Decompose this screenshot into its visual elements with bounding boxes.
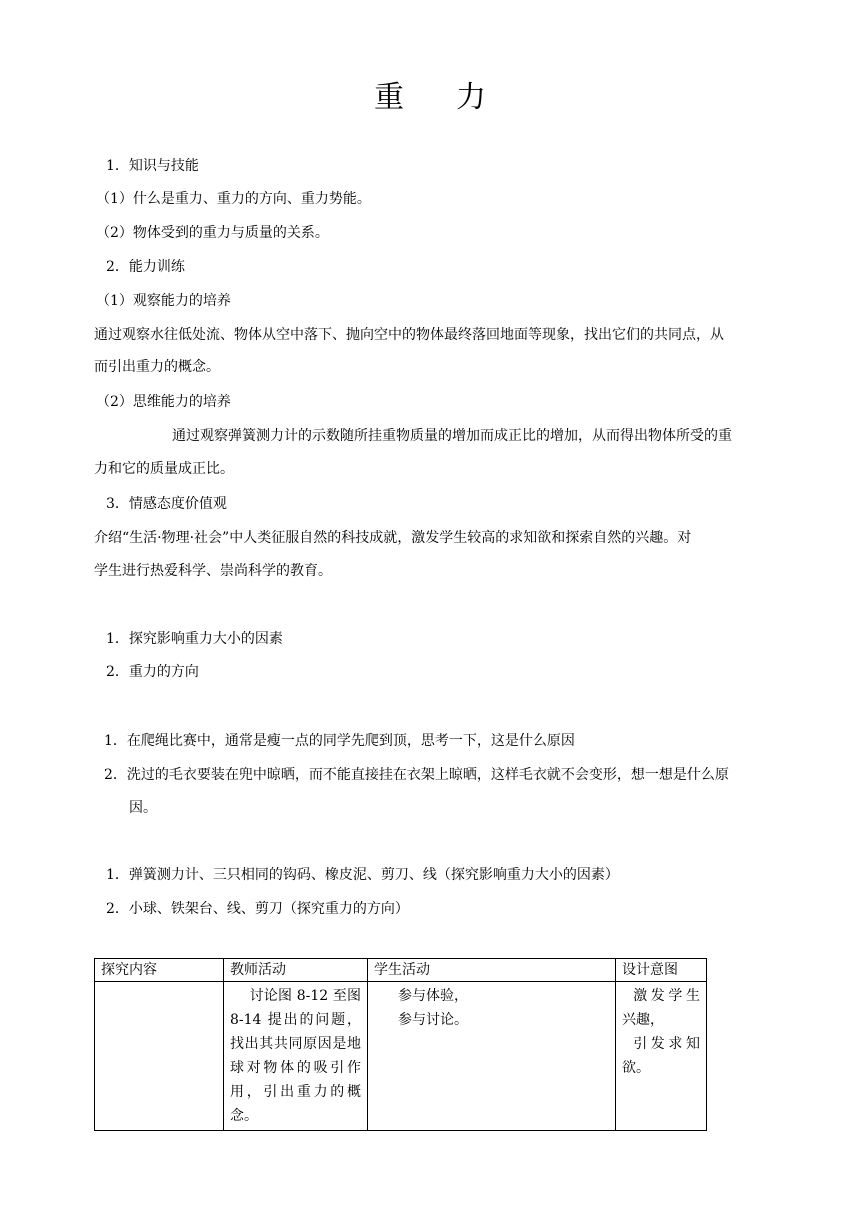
paragraph-line: 学生进行热爱科学、崇尚科学的教育。	[94, 563, 332, 579]
material-item: 2．小球、铁架台、线、剪刀（探究重力的方向）	[106, 901, 409, 917]
objective-heading-attitude: 3．情感态度价值观	[106, 496, 227, 512]
question-item: 2．洗过的毛衣要装在兜中晾晒，而不能直接挂在衣架上晾晒，这样毛衣就不会变形，想一想是什么原	[104, 767, 729, 783]
table-header-cell: 设计意图	[616, 959, 707, 982]
question-item: 1．在爬绳比赛中，通常是瘦一点的同学先爬到顶，思考一下，这是什么原因	[104, 733, 575, 749]
table-cell-student	[368, 982, 616, 1131]
title-char-2: 力	[456, 80, 486, 115]
title-char-1: 重	[374, 80, 404, 115]
table-cell-intent	[616, 982, 707, 1131]
objective-item: （2）思维能力的培养	[96, 394, 231, 410]
student-activity-line: 参与讨论。	[398, 1012, 468, 1028]
table-header-row	[95, 959, 707, 982]
objective-item: （1）观察能力的培养	[96, 293, 231, 309]
material-item: 1．弹簧测力计、三只相同的钩码、橡皮泥、剪刀、线（探究影响重力大小的因素）	[106, 867, 619, 883]
paragraph-line: 而引出重力的概念。	[94, 359, 220, 375]
objective-item: （2）物体受到的重力与质量的关系。	[96, 225, 329, 241]
question-item-continued: 因。	[129, 800, 157, 816]
table-row	[95, 982, 707, 1131]
paragraph-line: 通过观察弹簧测力计的示数随所挂重物质量的增加而成正比的增加，从而得出物体所受的重	[172, 428, 732, 444]
intent-line: 激发学生兴趣，	[622, 988, 700, 1028]
paragraph-line: 介绍“生活·物理·社会”中人类征服自然的科技成就，激发学生较高的求知欲和探索自然的兴趣。对	[94, 530, 692, 546]
key-point-item: 2．重力的方向	[106, 664, 199, 680]
objective-heading-knowledge: 1．知识与技能	[106, 158, 199, 174]
key-point-item: 1．探究影响重力大小的因素	[106, 631, 283, 647]
table-header-cell: 探究内容	[95, 959, 224, 982]
paragraph-line: 通过观察水往低处流、物体从空中落下、抛向空中的物体最终落回地面等现象，找出它们的共同点，从	[94, 327, 724, 343]
paragraph-line: 力和它的质量成正比。	[94, 461, 234, 477]
student-activity-line: 参与体验，	[398, 988, 468, 1004]
table-cell-content	[95, 982, 224, 1131]
table-cell-teacher: 讨论图 8-12 至图 8-14 提出的问题，找出其共同原因是地球对物体的吸引作用，引出重力的概念。	[224, 982, 368, 1131]
objective-item: （1）什么是重力、重力的方向、重力势能。	[96, 191, 371, 207]
objective-heading-ability: 2．能力训练	[106, 259, 185, 275]
table-header-cell: 教师活动	[224, 959, 368, 982]
lesson-plan-table	[94, 958, 707, 1131]
page-title	[0, 72, 860, 116]
table-header-cell: 学生活动	[368, 959, 616, 982]
intent-line: 引发求知欲。	[622, 1036, 700, 1076]
